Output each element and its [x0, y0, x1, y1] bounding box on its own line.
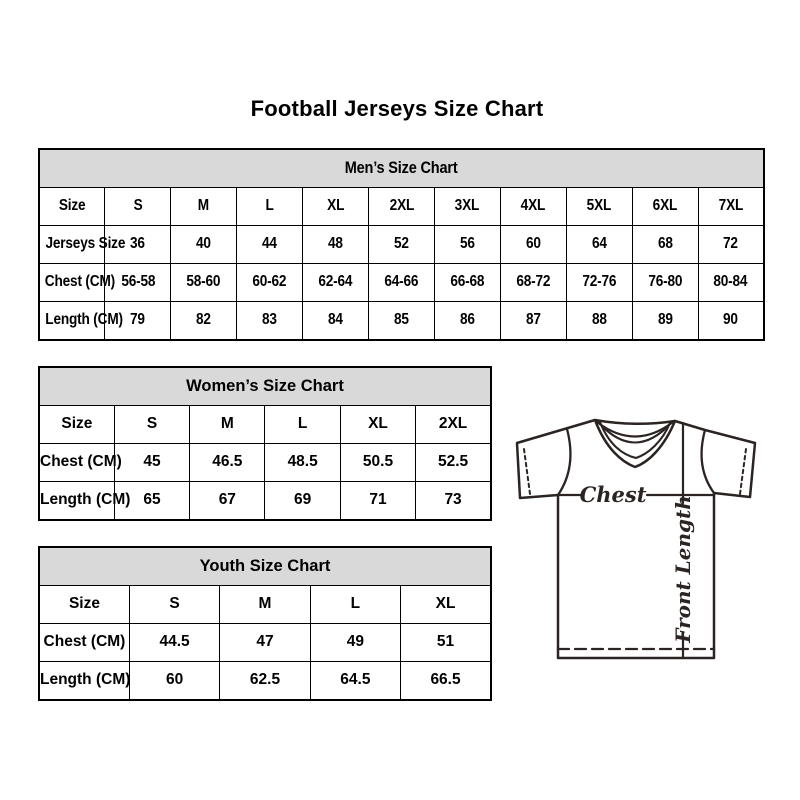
value-cell [434, 302, 500, 340]
value-cell [265, 405, 340, 443]
cell-text: 44 [262, 235, 278, 253]
cell-text: 44.5 [159, 633, 190, 651]
value-cell [434, 187, 500, 225]
cell-text: 65 [143, 491, 161, 509]
cell-text: 40 [196, 235, 212, 253]
cell-text: 85 [394, 311, 409, 329]
cell-text: 72 [723, 235, 739, 253]
value-cell [171, 225, 237, 263]
cell-text: 88 [591, 311, 607, 329]
table-row [39, 661, 491, 699]
value-cell [698, 225, 764, 263]
value-cell [416, 481, 491, 519]
value-cell [401, 585, 491, 623]
cell-text: 48.5 [287, 453, 318, 471]
cell-text: S [146, 415, 158, 433]
row-label-cell [39, 302, 123, 340]
mens-table-title-text: Men’s Size Chart [345, 158, 458, 177]
cell-text: 69 [294, 491, 312, 509]
row-label-cell [39, 225, 126, 263]
table-row [39, 405, 491, 443]
value-cell [401, 623, 491, 661]
value-cell [566, 225, 632, 263]
value-cell [369, 263, 435, 301]
cell-text: 62-64 [318, 273, 353, 291]
youth-table-title [39, 547, 491, 585]
table-row [39, 623, 491, 661]
cell-text: Length (CM) [40, 671, 131, 689]
value-cell [434, 225, 500, 263]
cell-text: 4XL [521, 197, 546, 215]
value-cell [129, 661, 219, 699]
cell-text: 60-62 [252, 273, 287, 291]
cell-text: 52 [394, 235, 409, 253]
cell-text: Length (CM) [45, 311, 123, 329]
mens-table-title [39, 149, 764, 187]
cell-text: 58-60 [186, 273, 221, 291]
mens-table-head [39, 149, 764, 187]
value-cell [171, 263, 237, 301]
youth-size-table [38, 546, 492, 701]
cell-text: 87 [525, 311, 541, 329]
value-cell [500, 302, 566, 340]
value-cell [265, 443, 340, 481]
table-row [39, 585, 491, 623]
value-cell [171, 302, 237, 340]
row-label-cell [39, 585, 129, 623]
row-label-cell [39, 443, 122, 481]
cell-text: 2XL [389, 197, 414, 215]
value-cell [265, 481, 340, 519]
value-cell [698, 302, 764, 340]
mens-size-table [38, 148, 765, 341]
value-cell [500, 187, 566, 225]
value-cell [237, 187, 303, 225]
value-cell [416, 443, 491, 481]
row-label-cell [39, 187, 105, 225]
cell-text: 90 [723, 311, 739, 329]
cell-text: 47 [256, 633, 274, 651]
cell-text: 82 [196, 311, 212, 329]
cell-text: 76-80 [648, 273, 683, 291]
value-cell [114, 443, 189, 481]
value-cell [171, 187, 237, 225]
youth-table-title-text: Youth Size Chart [199, 556, 331, 575]
cell-text: XL [435, 595, 456, 613]
value-cell [632, 225, 698, 263]
cell-text: M [258, 595, 272, 613]
cell-text: 2XL [438, 415, 468, 433]
cell-text: 66.5 [430, 671, 461, 689]
cell-text: 64.5 [340, 671, 371, 689]
value-cell [416, 405, 491, 443]
womens-table-body [39, 405, 491, 520]
cell-text: Size [68, 595, 100, 613]
cell-text: 66-68 [450, 273, 485, 291]
cell-text: 56-58 [120, 273, 155, 291]
cell-text: S [133, 197, 143, 215]
jersey-measurement-diagram [505, 409, 769, 665]
row-label-cell [39, 405, 114, 443]
value-cell [303, 302, 369, 340]
cell-text: 36 [130, 235, 146, 253]
cell-text: L [350, 595, 361, 613]
value-cell [369, 302, 435, 340]
cell-text: 79 [130, 311, 146, 329]
womens-table-title [39, 367, 491, 405]
youth-table-body [39, 585, 491, 700]
cell-text: 48 [328, 235, 343, 253]
chest-label: Chest [579, 482, 647, 507]
table-row [39, 263, 764, 301]
value-cell [220, 623, 310, 661]
cell-text: 52.5 [437, 453, 469, 471]
cell-text: 84 [328, 311, 343, 329]
cell-text: 89 [657, 311, 673, 329]
cell-text: 45 [143, 453, 161, 471]
cell-text: 56 [459, 235, 475, 253]
value-cell [369, 187, 435, 225]
value-cell [566, 187, 632, 225]
cell-text: M [220, 415, 234, 433]
cell-text: Size [61, 415, 93, 433]
cell-text: 46.5 [212, 453, 243, 471]
womens-table-head [39, 367, 491, 405]
cell-text: 68 [657, 235, 673, 253]
value-cell [303, 225, 369, 263]
value-cell [237, 225, 303, 263]
table-row [39, 187, 764, 225]
cell-text: 64-66 [384, 273, 419, 291]
front-length-label: Front Length [671, 495, 695, 643]
cell-text: 6XL [652, 197, 678, 215]
womens-table-title-text: Women’s Size Chart [186, 376, 344, 395]
value-cell [632, 187, 698, 225]
table-row [39, 302, 764, 340]
cell-text: 73 [444, 491, 462, 509]
cell-text: 80-84 [713, 273, 748, 291]
cell-text: M [198, 197, 210, 215]
row-label-cell [39, 481, 131, 519]
value-cell [237, 263, 303, 301]
value-cell [105, 187, 171, 225]
cell-text: Chest (CM) [44, 273, 116, 291]
cell-text: Size [58, 197, 86, 215]
value-cell [698, 263, 764, 301]
cell-text: 49 [346, 633, 364, 651]
value-cell [566, 302, 632, 340]
mens-table-body [39, 187, 764, 340]
cell-text: 71 [369, 491, 387, 509]
cell-text: 5XL [586, 197, 612, 215]
value-cell [310, 661, 400, 699]
cell-text: Jerseys Size [45, 235, 126, 253]
cell-text: 64 [591, 235, 607, 253]
youth-table-head [39, 547, 491, 585]
row-label-cell [39, 623, 129, 661]
table-title-row [39, 149, 764, 187]
value-cell [129, 585, 219, 623]
table-row [39, 225, 764, 263]
row-label-cell [39, 263, 116, 301]
value-cell [566, 263, 632, 301]
value-cell [632, 263, 698, 301]
value-cell [303, 187, 369, 225]
value-cell [114, 405, 189, 443]
cell-text: 83 [262, 311, 278, 329]
value-cell [129, 623, 219, 661]
value-cell [500, 263, 566, 301]
cell-text: 60 [525, 235, 541, 253]
table-row [39, 481, 491, 519]
cell-text: 50.5 [362, 453, 394, 471]
value-cell [220, 661, 310, 699]
cell-text: L [297, 415, 308, 433]
cell-text: L [265, 197, 274, 215]
cell-text: XL [327, 197, 345, 215]
value-cell [303, 263, 369, 301]
cell-text: 67 [218, 491, 236, 509]
value-cell [220, 585, 310, 623]
cell-text: 68-72 [516, 273, 551, 291]
cell-text: 86 [459, 311, 475, 329]
cell-text: Length (CM) [40, 491, 131, 509]
value-cell [369, 225, 435, 263]
value-cell [632, 302, 698, 340]
table-title-row [39, 547, 491, 585]
womens-size-table [38, 366, 492, 521]
table-row [39, 443, 491, 481]
table-title-row [39, 367, 491, 405]
cell-text: 3XL [455, 197, 480, 215]
cell-text: XL [368, 415, 388, 433]
value-cell [310, 623, 400, 661]
value-cell [401, 661, 491, 699]
page-title: Football Jerseys Size Chart [250, 96, 544, 121]
value-cell [190, 481, 265, 519]
value-cell [340, 443, 415, 481]
cell-text: Chest (CM) [40, 453, 122, 471]
cell-text: Chest (CM) [43, 633, 126, 651]
cell-text: S [169, 595, 180, 613]
value-cell [698, 187, 764, 225]
cell-text: 62.5 [249, 671, 281, 689]
cell-text: 7XL [718, 197, 744, 215]
cell-text: 51 [436, 633, 455, 651]
cell-text: 72-76 [582, 273, 617, 291]
value-cell [237, 302, 303, 340]
value-cell [190, 443, 265, 481]
value-cell [340, 405, 415, 443]
value-cell [500, 225, 566, 263]
row-label-cell [39, 661, 129, 699]
value-cell [190, 405, 265, 443]
value-cell [434, 263, 500, 301]
value-cell [310, 585, 400, 623]
cell-text: 60 [165, 671, 184, 689]
value-cell [340, 481, 415, 519]
jersey-outline-icon [517, 420, 755, 658]
